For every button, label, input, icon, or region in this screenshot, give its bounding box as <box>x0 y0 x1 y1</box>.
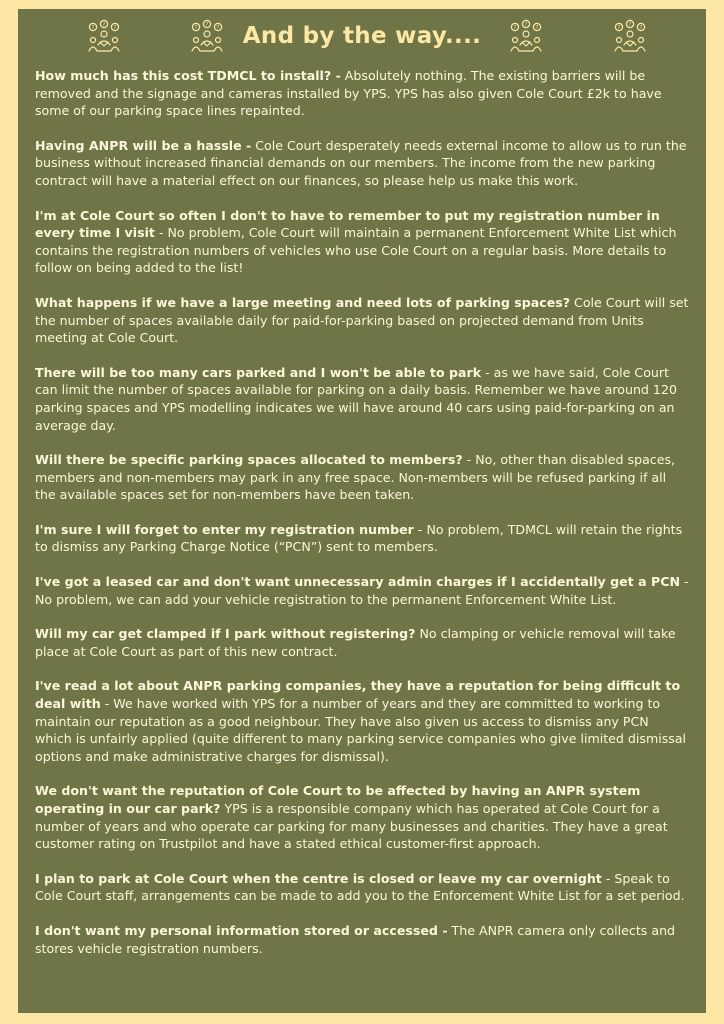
faq-answer: Cole Court desperately needs external income to allow us to run the business without increased financial demands on our members. The income from the new parking contract will have a material effect on our finances, so please help us make this work. <box>35 137 687 188</box>
faq-answer: - No problem, TDMCL will retain the rights to dismiss any Parking Charge Notice (“PCN”) sent to members. <box>35 521 683 555</box>
faq-item <box>35 364 689 434</box>
faq-question: There will be too many cars parked and I won't be able to park <box>35 364 482 380</box>
faq-answer: - No, other than disabled spaces, members and non-members may park in any free space. Non-members will be refused parking if all the available spaces set for non-members have been taken. <box>35 452 676 503</box>
faq-answer: Cole Court will set the number of spaces available daily for paid-for-parking based on projected demand from Units meeting at Cole Court. <box>35 294 689 346</box>
faq-question: I plan to park at Cole Court when the centre is closed or leave my car overnight <box>35 870 602 886</box>
faq-item <box>35 677 689 765</box>
faq-item <box>35 625 689 660</box>
faq-item <box>35 521 689 556</box>
faq-item <box>35 207 689 277</box>
faq-item <box>35 870 689 905</box>
faq-item <box>35 294 689 347</box>
faq-item <box>35 922 689 957</box>
svg-text:?: ? <box>91 25 95 31</box>
faq-question: I've read a lot about ANPR parking companies, they have a reputation for being difficult to deal with <box>35 678 681 712</box>
page-title: And by the way.... <box>242 23 482 49</box>
svg-text:?: ? <box>102 22 106 28</box>
svg-text:?: ? <box>524 22 528 28</box>
faq-answer: - as we have said, Cole Court can limit the number of spaces available for parking on a daily basis. Remember we have around 120 parking spaces and YPS modelling indicates we will have around 40 cars using paid-for-parking on an average day. <box>35 364 677 433</box>
faq-item <box>35 67 689 120</box>
faq-item <box>35 573 689 608</box>
svg-text:?: ? <box>639 25 643 31</box>
faq-item <box>35 137 689 190</box>
faq-list <box>35 67 689 957</box>
svg-text:?: ? <box>113 25 117 31</box>
svg-text:?: ? <box>205 22 209 28</box>
faq-question: I've got a leased car and don't want unnecessary admin charges if I accidentally get a PCN <box>35 574 680 590</box>
faq-item <box>35 782 689 852</box>
header <box>35 9 689 67</box>
faq-question: Will my car get clamped if I park without registering? <box>35 626 416 642</box>
faq-item <box>35 451 689 504</box>
faq-answer: - No problem, we can add your vehicle registration to the permanent Enforcement White List. <box>35 574 689 607</box>
faq-question: How much has this cost TDMCL to install? - <box>35 68 341 83</box>
faq-question: Having ANPR will be a hassle - <box>35 137 252 153</box>
faq-question: I'm sure I will forget to enter my registration number <box>35 521 414 537</box>
faq-question: Will there be specific parking spaces allocated to members? <box>35 452 463 468</box>
faq-question: What happens if we have a large meeting and need lots of parking spaces? <box>35 294 571 310</box>
people-question-icon <box>613 19 647 55</box>
faq-answer: Absolutely nothing. The existing barriers will be removed and the signage and cameras installed by YPS. YPS has also given Cole Court £2k to have some of our parking space lines repainted. <box>35 68 662 119</box>
svg-text:?: ? <box>617 25 621 31</box>
faq-answer: - We have worked with YPS for a number of years and they are committed to working to maintain our reputation as a good neighbour. They have also given us access to dismiss any PCN which is unfairly applied (quite different to many parking service companies who give limited dismissal options and make administrative charges for dismissal). <box>35 696 687 764</box>
people-question-icon <box>509 19 543 55</box>
faq-answer: - Speak to Cole Court staff, arrangements can be made to add you to the Enforcement White List for a set period. <box>35 870 685 904</box>
faq-question: I'm at Cole Court so often I don't to have to remember to put my registration number in every time I visit <box>35 207 660 241</box>
svg-text:?: ? <box>535 25 539 31</box>
faq-answer: The ANPR camera only collects and stores vehicle registration numbers. <box>35 922 676 956</box>
faq-answer: - No problem, Cole Court will maintain a permanent Enforcement White List which contains the registration numbers of vehicles who use Cole Court on a regular basis. More details to follow on being added to the list! <box>35 225 677 276</box>
faq-answer: No clamping or vehicle removal will take place at Cole Court as part of this new contract. <box>35 626 676 659</box>
faq-answer: YPS is a responsible company which has operated at Cole Court for a number of years and who operate car parking for many businesses and charities. They have a great customer rating on Trustpilot and have a stated ethical customer-first approach. <box>35 801 668 852</box>
faq-panel <box>18 9 706 1013</box>
faq-question: We don't want the reputation of Cole Court to be affected by having an ANPR system operating in our car park? <box>35 783 641 816</box>
svg-text:?: ? <box>194 25 198 31</box>
svg-text:?: ? <box>216 25 220 31</box>
faq-question: I don't want my personal information stored or accessed - <box>35 922 448 938</box>
svg-text:?: ? <box>513 25 517 31</box>
svg-text:?: ? <box>628 22 632 28</box>
